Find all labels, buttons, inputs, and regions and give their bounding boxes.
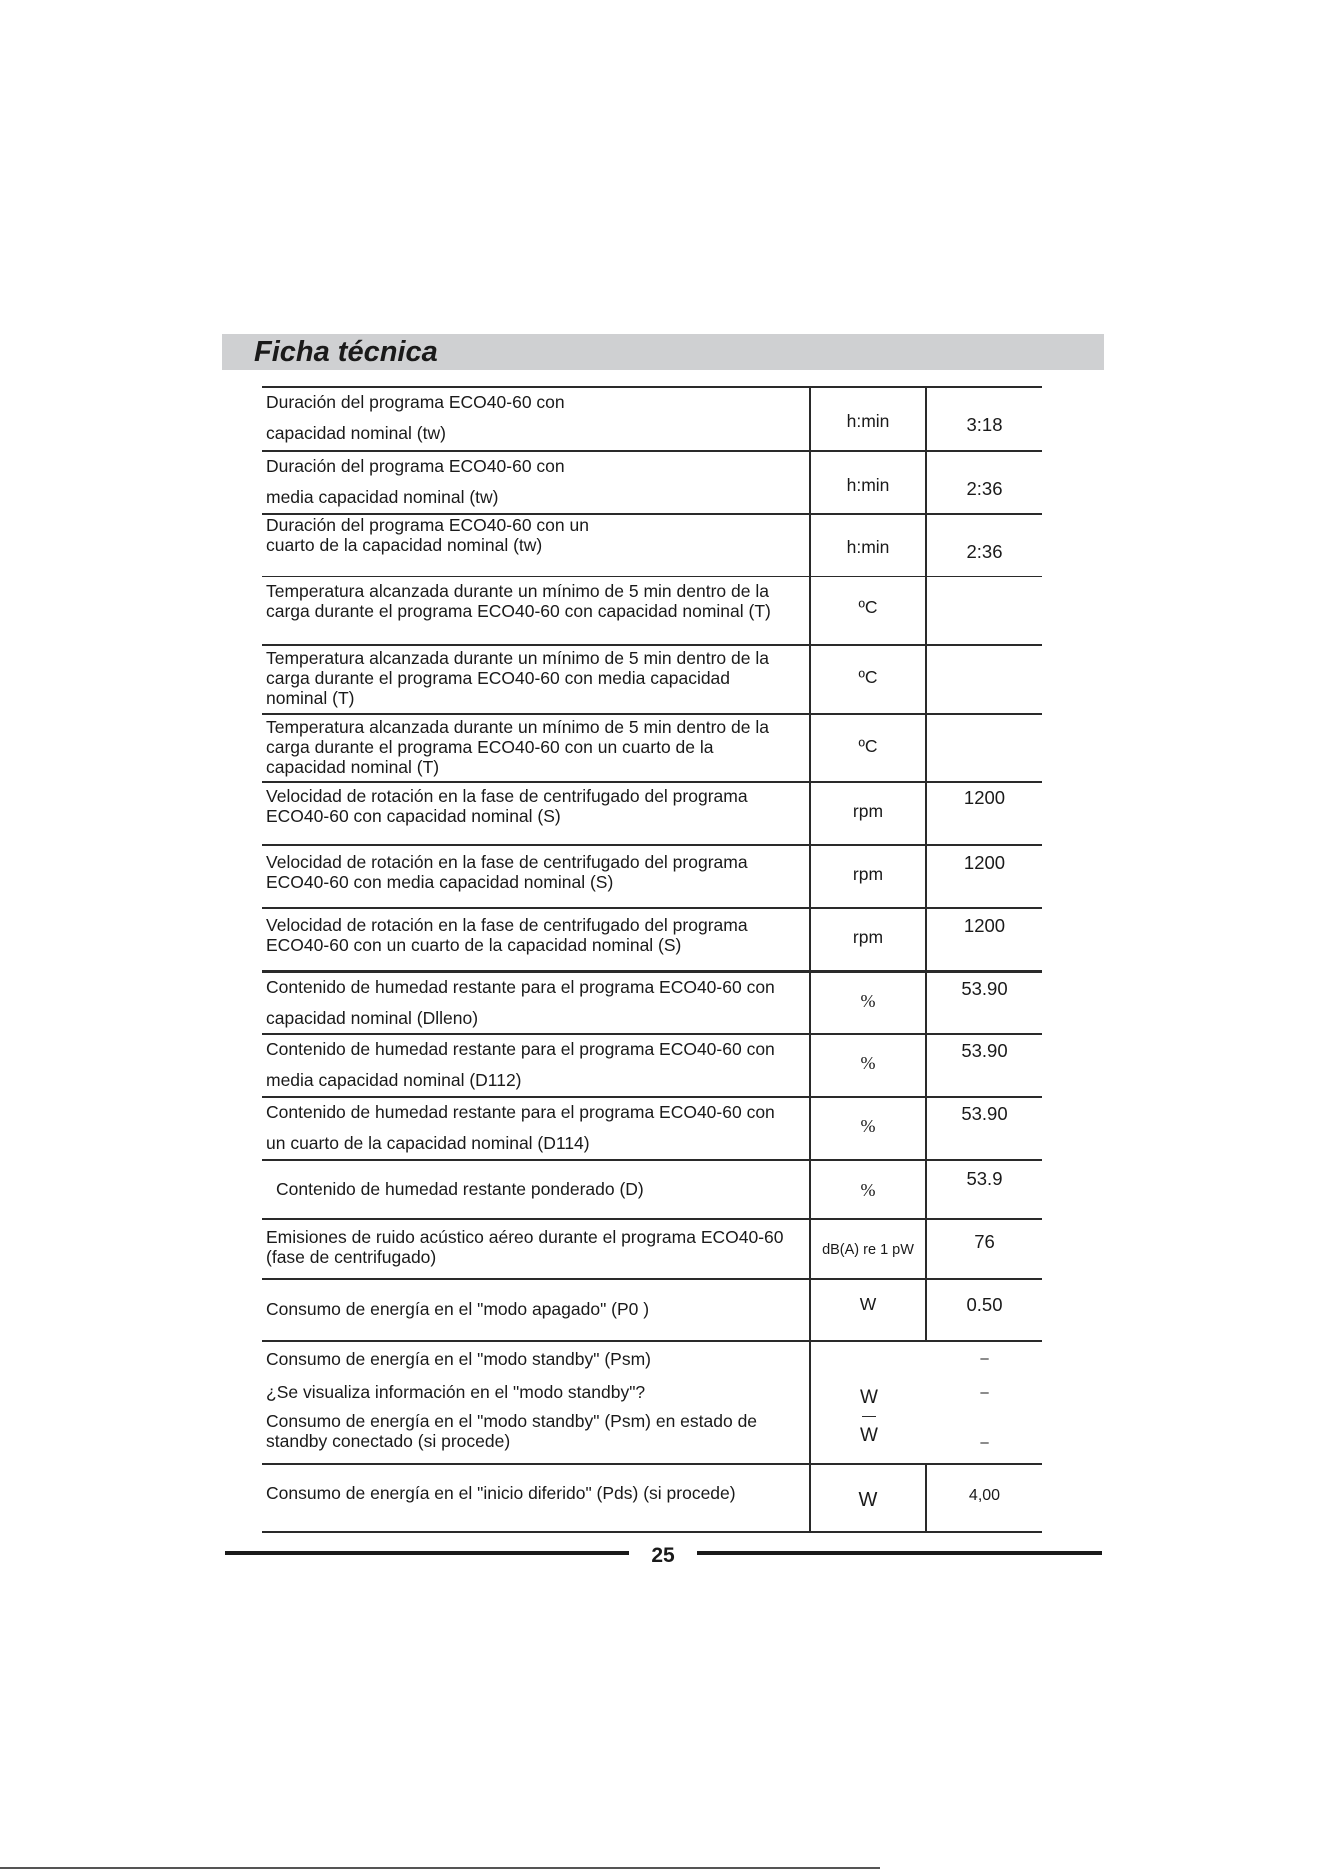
row-value: 2:36 bbox=[966, 541, 1003, 562]
table-row bbox=[262, 844, 1042, 907]
table-row bbox=[262, 644, 1042, 713]
row-description: Consumo de energía en el "modo standby" (Psm) en estado de standby conectado (si procede) bbox=[266, 1411, 758, 1451]
row-description: ¿Se visualiza información en el "modo standby"? bbox=[266, 1382, 646, 1402]
table-row bbox=[262, 1218, 1042, 1278]
row-description: Velocidad de rotación en la fase de centrifugado del programa ECO40-60 con capacidad nominal (S) bbox=[266, 786, 748, 826]
row-value: 53.9 bbox=[966, 1168, 1003, 1189]
row-unit: ºC bbox=[809, 715, 927, 781]
table-row bbox=[262, 1033, 1042, 1096]
row-description: Temperatura alcanzada durante un mínimo de 5 min dentro de la carga durante el programa ECO40-60 con capacidad nominal (T) bbox=[266, 581, 771, 621]
table-row bbox=[262, 576, 1042, 644]
spec-table bbox=[262, 386, 1042, 1533]
table-row bbox=[262, 781, 1042, 844]
row-unit: W — W bbox=[809, 1342, 927, 1463]
table-row bbox=[262, 1096, 1042, 1159]
row-value: 76 bbox=[974, 1231, 995, 1252]
row-description: Temperatura alcanzada durante un mínimo de 5 min dentro de la carga durante el programa ECO40-60 con media capacidad nominal (T) bbox=[266, 648, 769, 708]
table-row bbox=[262, 1159, 1042, 1218]
row-description: Consumo de energía en el "modo apagado" (P0 ) bbox=[266, 1299, 650, 1319]
row-description: Contenido de humedad restante ponderado (D) bbox=[276, 1179, 644, 1199]
row-unit: W bbox=[809, 1280, 927, 1340]
footer-rule-right bbox=[697, 1551, 1102, 1555]
page-title: Ficha técnica bbox=[254, 336, 438, 368]
row-unit: dB(A) re 1 pW bbox=[809, 1220, 927, 1278]
row-description: Velocidad de rotación en la fase de centrifugado del programa ECO40-60 con un cuarto de la capacidad nominal (S) bbox=[266, 915, 748, 955]
table-row bbox=[262, 970, 1042, 1033]
row-description: Duración del programa ECO40-60 con media capacidad nominal (tw) bbox=[266, 456, 565, 507]
row-value: 2:36 bbox=[966, 478, 1003, 499]
row-value: – bbox=[980, 1434, 989, 1451]
row-unit: ºC bbox=[809, 646, 927, 713]
row-unit: ºC bbox=[809, 577, 927, 644]
table-row bbox=[262, 1278, 1042, 1340]
row-description: Duración del programa ECO40-60 con un cuarto de la capacidad nominal (tw) bbox=[266, 515, 589, 555]
page-number: 25 bbox=[651, 1544, 675, 1567]
row-unit: h:min bbox=[809, 515, 927, 576]
row-unit: % bbox=[809, 1161, 927, 1218]
row-description: Emisiones de ruido acústico aéreo durante el programa ECO40-60 (fase de centrifugado) bbox=[266, 1227, 784, 1267]
row-unit: W bbox=[809, 1465, 927, 1531]
footer-rule-left bbox=[225, 1551, 629, 1555]
row-description: Contenido de humedad restante para el programa ECO40-60 con un cuarto de la capacidad nominal (D114) bbox=[266, 1102, 775, 1153]
table-row bbox=[262, 907, 1042, 970]
section-header-bar bbox=[222, 334, 1104, 370]
row-unit: h:min bbox=[809, 452, 927, 513]
row-value: 1200 bbox=[963, 915, 1006, 936]
row-unit: rpm bbox=[809, 846, 927, 907]
row-unit: rpm bbox=[809, 783, 927, 844]
row-unit: % bbox=[809, 1098, 927, 1159]
row-description: Contenido de humedad restante para el programa ECO40-60 con capacidad nominal (Dlleno) bbox=[266, 977, 775, 1028]
table-row bbox=[262, 1340, 1042, 1463]
row-value: 53.90 bbox=[961, 1103, 1008, 1124]
table-row bbox=[262, 1463, 1042, 1533]
table-row bbox=[262, 713, 1042, 781]
row-unit: % bbox=[809, 1035, 927, 1096]
row-value: 4,00 bbox=[968, 1487, 1001, 1504]
row-value: – bbox=[980, 1350, 989, 1367]
table-row bbox=[262, 513, 1042, 576]
row-unit: h:min bbox=[809, 388, 927, 450]
row-description: Temperatura alcanzada durante un mínimo de 5 min dentro de la carga durante el programa ECO40-60 con un cuarto de la capacidad nominal (T) bbox=[266, 717, 769, 777]
row-value: 3:18 bbox=[966, 414, 1003, 435]
row-value: 53.90 bbox=[961, 1040, 1008, 1061]
row-value: – bbox=[980, 1384, 989, 1401]
row-description: Consumo de energía en el "inicio diferido" (Pds) (si procede) bbox=[266, 1483, 736, 1503]
table-row bbox=[262, 450, 1042, 513]
row-description: Contenido de humedad restante para el programa ECO40-60 con media capacidad nominal (D112) bbox=[266, 1039, 775, 1090]
row-unit: rpm bbox=[809, 909, 927, 970]
row-description: Duración del programa ECO40-60 con capacidad nominal (tw) bbox=[266, 392, 565, 443]
bottom-edge-rule bbox=[0, 1867, 880, 1869]
row-description: Velocidad de rotación en la fase de centrifugado del programa ECO40-60 con media capacidad nominal (S) bbox=[266, 852, 748, 892]
row-value: 53.90 bbox=[961, 978, 1008, 999]
row-value: 1200 bbox=[963, 852, 1006, 873]
table-row bbox=[262, 386, 1042, 450]
row-value: 0.50 bbox=[966, 1294, 1003, 1315]
row-description: Consumo de energía en el "modo standby" (Psm) bbox=[266, 1349, 651, 1369]
row-value: 1200 bbox=[963, 787, 1006, 808]
row-unit: % bbox=[809, 973, 927, 1033]
